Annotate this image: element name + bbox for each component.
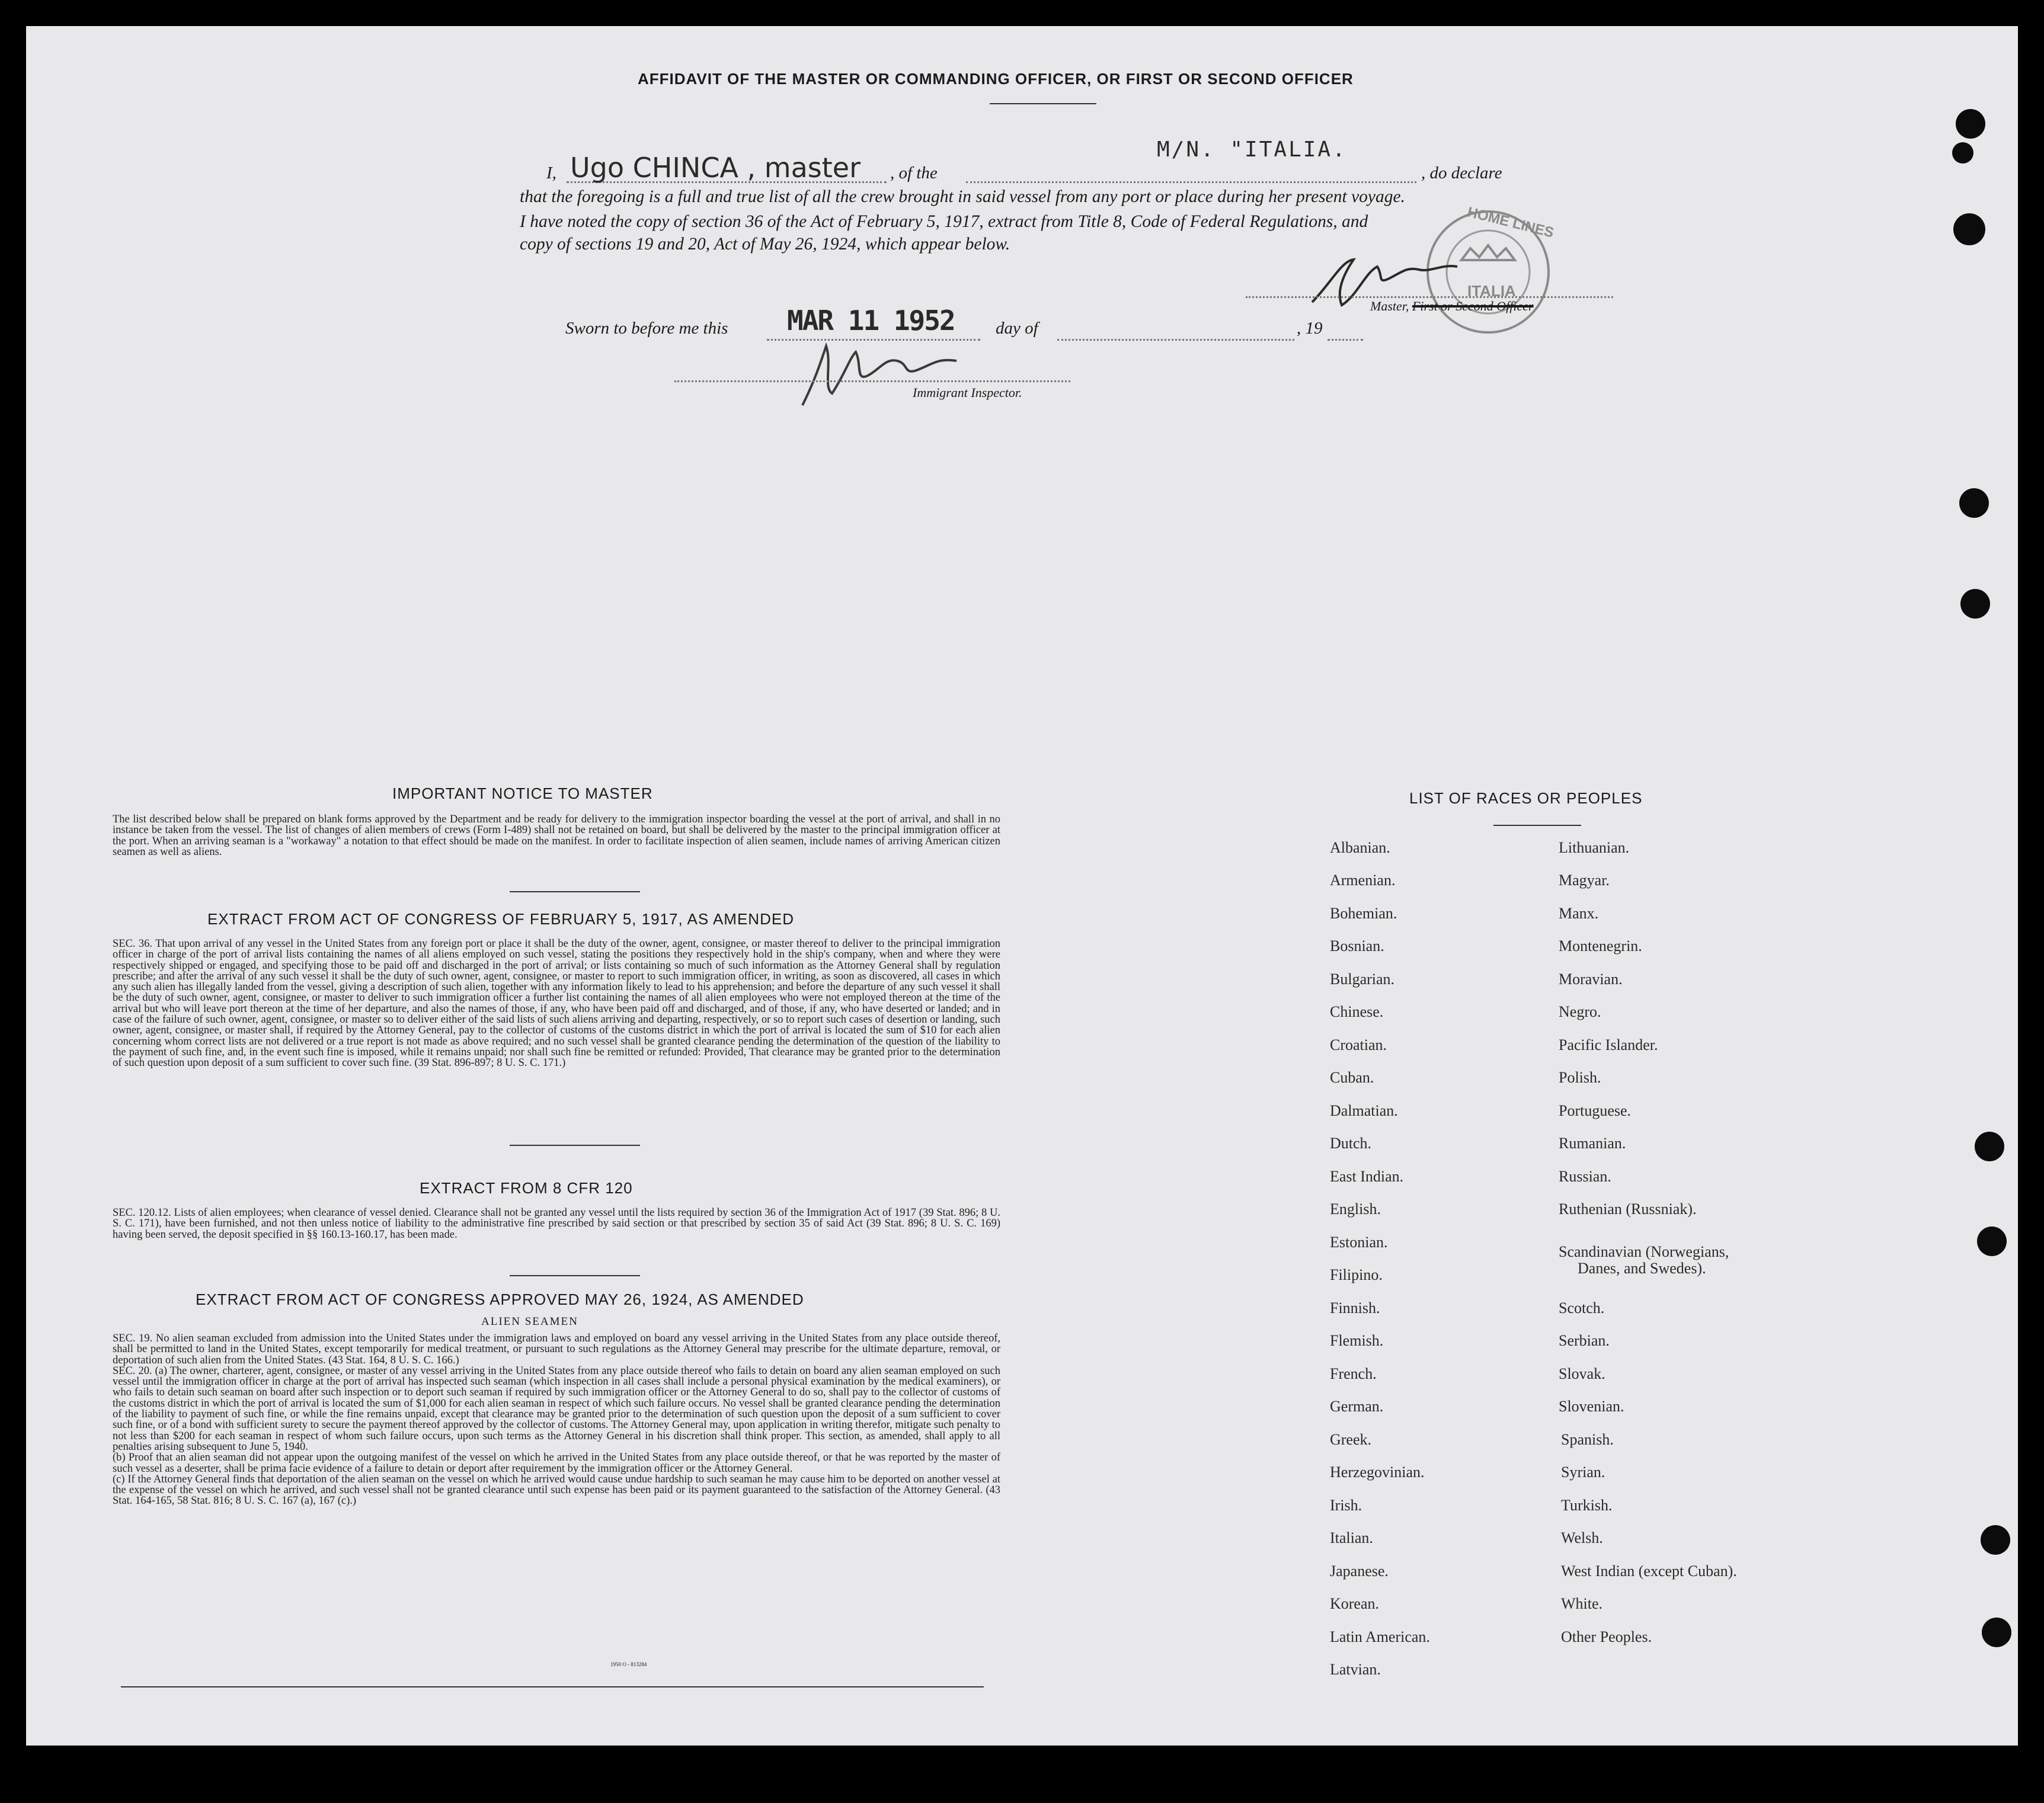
title-rule bbox=[990, 103, 1096, 104]
extract-1917-body: SEC. 36. That upon arrival of any vessel in the United States from any foreign port or place it shall be the duty of the owner, agent, consignee, or master thereof to deliver to the principal immigration officer in charge of the port of arrival lists containing the names of all aliens employed on such vessel, stating the positions they respectively hold in the ship's company, when and where they were respectively shipped or engaged, and specifying those to be paid off and discharged in the port of arrival; or lists containing so much of such information as the Attorney General shall by regulation prescribe; and after the arrival of any such vessel it shall be the duty of such owner, agent, consignee, or master to report to such immigration officer, in writing, as soon as discovered, all cases in which any such alien has illegally landed from the vessel, giving a description of such alien, together with any information likely to lead to his apprehension; and before the departure of any such vessel it shall be the duty of such owner, agent, consignee, or master to deliver to such immigration officer a further list containing the names of all alien employees who were not employed thereon at the time of the arrival but who will leave port thereon at the time of her departure, and also the names of those, if any, who have been paid off and discharged, and of those, if any, who have deserted or landed; and in case of the failure of such owner, agent, consignee, or master so to deliver either of the said lists of such aliens arriving and departing, respectively, or so to report such cases of desertion or landing, such owner, agent, consignee, or master shall, if required by the Attorney General, pay to the collector of customs of the customs district in which the port of arrival is located the sum of $10 for each alien concerning whom correct lists are not delivered or a true report is not made as above required; and no such vessel shall be granted clearance pending the determination of the question of the liability to the payment of such fine, and, in the event such fine is imposed, while it remains unpaid; nor shall such fine be remitted or refunded: Provided, That clearance may be granted prior to the determination of such question upon deposit of a sum sufficient to cover such fine. (39 Stat. 896-897; 8 U. S. C. 171.) bbox=[113, 938, 1000, 1069]
race-item: Spanish. bbox=[1561, 1431, 1614, 1448]
master-name: Ugo CHINCA , master bbox=[570, 152, 861, 184]
race-item: Slovenian. bbox=[1559, 1398, 1624, 1415]
race-item: Dalmatian. bbox=[1330, 1102, 1398, 1119]
divider bbox=[510, 1275, 640, 1276]
race-item: German. bbox=[1330, 1398, 1384, 1415]
inspector-signature-line bbox=[674, 378, 1070, 382]
race-item: West Indian (except Cuban). bbox=[1561, 1562, 1737, 1580]
race-item: Manx. bbox=[1559, 905, 1599, 922]
master-text: Master, bbox=[1370, 299, 1409, 313]
of-the-label: , of the bbox=[890, 164, 938, 182]
race-item: Bohemian. bbox=[1330, 905, 1397, 922]
year-field bbox=[1328, 337, 1363, 341]
extract-1917-title: EXTRACT FROM ACT OF CONGRESS OF FEBRUARY 5, 1917, AS AMENDED bbox=[207, 910, 794, 928]
race-item: Negro. bbox=[1559, 1003, 1601, 1020]
notice-title: IMPORTANT NOTICE TO MASTER bbox=[392, 784, 653, 802]
footer-rule bbox=[121, 1686, 984, 1687]
master-label bbox=[1370, 299, 1534, 314]
vessel-field bbox=[966, 178, 1416, 183]
declaration-line-2: that the foregoing is a full and true list of all the crew brought in said vessel from any port or place during her present voyage. bbox=[520, 187, 1405, 206]
race-item: Estonian. bbox=[1330, 1234, 1388, 1251]
extract-cfr-title: EXTRACT FROM 8 CFR 120 bbox=[420, 1179, 633, 1197]
races-title-rule bbox=[1493, 825, 1581, 826]
races-title: LIST OF RACES OR PEOPLES bbox=[1409, 789, 1643, 807]
race-item: Magyar. bbox=[1559, 872, 1610, 889]
race-item: Syrian. bbox=[1561, 1463, 1605, 1481]
punch-hole bbox=[1956, 109, 1985, 139]
alien-seamen-subtitle: ALIEN SEAMEN bbox=[481, 1315, 578, 1328]
race-item: Italian. bbox=[1330, 1529, 1373, 1546]
race-item: Flemish. bbox=[1330, 1332, 1384, 1349]
race-item: Welsh. bbox=[1561, 1529, 1603, 1546]
master-signature-line bbox=[1246, 294, 1613, 298]
vessel-name: M/N. "ITALIA. bbox=[1157, 137, 1347, 162]
race-item: Bosnian. bbox=[1330, 937, 1384, 955]
race-item: Herzegovinian. bbox=[1330, 1463, 1425, 1481]
race-item: French. bbox=[1330, 1365, 1377, 1382]
sec-20a: SEC. 20. (a) The owner, charterer, agent, consignee, or master of any vessel arriving in the United States from any place outside thereof who fails to detain on board any alien seaman employed on such vessel until the immigration officer in charge at the port of arrival has inspected such seaman (which inspection in all cases shall include a personal physical examination by the medical examiners), or who fails to detain such seaman on board after such inspection or to deport such seaman if required by such immigration officer or the Attorney General to do so, shall pay to the collector of customs of the customs district in which the port of arrival is located the sum of $1,000 for each alien seaman in respect of which such failure occurs. No vessel shall be granted clearance pending the determination of the liability to payment of such fine, or while the fine remains unpaid, except that clearance may be granted prior to the determination of such question upon the deposit of a sum sufficient to cover such fine, or of a bond with sufficient surety to secure the payment thereof approved by the collector of customs. The Attorney General may, upon application in writing therefor, mitigate such penalty to not less than $200 for each seaman in respect of whom such failure occurs, upon such terms as the Attorney General in his discretion shall think proper. This section, as amended, shall apply to all penalties arising subsequent to June 5, 1940. bbox=[113, 1365, 1000, 1453]
race-item: Japanese. bbox=[1330, 1562, 1389, 1580]
race-item: East Indian. bbox=[1330, 1168, 1404, 1185]
race-item: Korean. bbox=[1330, 1595, 1380, 1612]
affidavit-title: AFFIDAVIT OF THE MASTER OR COMMANDING OFFICER, OR FIRST OR SECOND OFFICER bbox=[638, 70, 1354, 88]
extract-1924-body bbox=[113, 1333, 1000, 1507]
race-item: Filipino. bbox=[1330, 1266, 1383, 1283]
punch-hole bbox=[1959, 488, 1989, 518]
race-item: Finnish. bbox=[1330, 1299, 1380, 1317]
extract-cfr-body: SEC. 120.12. Lists of alien employees; when clearance of vessel denied. Clearance shall not be granted any vessel until the lists required by section 36 of the Immigration Act of 1917 (39 Stat. 896; 8 U. S. C. 171), have been furnished, and not then unless notice of liability to the administrative fine prescribed by said section or that prescribed by section 35 of said Act (39 Stat. 896; 8 U. S. C. 169) having been served, the deposit specified in §§ 160.13-160.17, has been made. bbox=[113, 1207, 1000, 1241]
declaration-line-3: I have noted the copy of section 36 of the Act of February 5, 1917, extract from Title 8, Code of Federal Regulations, and bbox=[520, 212, 1368, 231]
race-item: Moravian. bbox=[1559, 971, 1623, 988]
struck-officer-text: First or Second Officer bbox=[1412, 299, 1534, 313]
punch-hole bbox=[1977, 1226, 2007, 1256]
punch-hole bbox=[1953, 213, 1985, 245]
race-item: Lithuanian. bbox=[1559, 839, 1630, 856]
day-of-field bbox=[1057, 337, 1294, 341]
divider bbox=[510, 1145, 640, 1146]
declaration-line-1 bbox=[546, 130, 1637, 184]
punch-hole bbox=[1952, 142, 1973, 164]
race-item: Greek. bbox=[1330, 1431, 1372, 1448]
race-item: Albanian. bbox=[1330, 839, 1390, 856]
race-item: Scotch. bbox=[1559, 1299, 1605, 1317]
race-item: Serbian. bbox=[1559, 1332, 1610, 1349]
punch-hole bbox=[1975, 1132, 2004, 1161]
i-label: I, bbox=[546, 164, 556, 182]
race-item: Slovak. bbox=[1559, 1365, 1605, 1382]
race-item: Armenian. bbox=[1330, 872, 1396, 889]
seal-middle-text: ITALIA bbox=[1467, 282, 1516, 300]
extract-1924-title: EXTRACT FROM ACT OF CONGRESS APPROVED MAY 26, 1924, AS AMENDED bbox=[196, 1290, 804, 1308]
race-item: White. bbox=[1561, 1595, 1603, 1612]
race-item: Other Peoples. bbox=[1561, 1628, 1652, 1645]
document-page bbox=[26, 26, 2018, 1746]
race-item: Scandinavian (Norwegians, bbox=[1559, 1243, 1729, 1260]
race-item: Danes, and Swedes). bbox=[1578, 1260, 1706, 1277]
printer-imprint: 1950 O - 813284 bbox=[610, 1661, 647, 1667]
race-item: Russian. bbox=[1559, 1168, 1611, 1185]
sec-19: SEC. 19. No alien seaman excluded from admission into the United States under the immigration laws and employed on board any vessel arriving in the United States from any place outside thereof, shall be permitted to land in the United States, except temporarily for medical treatment, or pursuant to such regulations as the Attorney General may prescribe for the ultimate departure, removal, or deportation of such alien from the United States. (43 Stat. 164, 8 U. S. C. 166.) bbox=[113, 1333, 1000, 1366]
race-item: Dutch. bbox=[1330, 1135, 1372, 1152]
notice-body: The list described below shall be prepared on blank forms approved by the Department and be ready for delivery to the immigration inspector boarding the vessel at the port of arrival, and shall in no instance be taken from the vessel. The list of changes of alien members of crews (Form I-489) shall not be retained on board, but shall be delivered by the master to the principal immigration officer at the port. When an arriving seaman is a "workaway" a notation to that effect should be made on the manifest. In order to facilitate inspection of alien seamen, include names of arriving American citizen seamen as well as aliens. bbox=[113, 814, 1000, 858]
punch-hole bbox=[1960, 589, 1990, 619]
day-of-label: day of bbox=[996, 319, 1038, 338]
race-item: Bulgarian. bbox=[1330, 971, 1395, 988]
punch-hole bbox=[1982, 1618, 2011, 1647]
seal-top-text: HOME LINES bbox=[1466, 204, 1556, 241]
inspector-label: Immigrant Inspector. bbox=[913, 385, 1022, 400]
do-declare-label: , do declare bbox=[1421, 164, 1502, 182]
race-item: Portuguese. bbox=[1559, 1102, 1632, 1119]
race-item: Polish. bbox=[1559, 1069, 1601, 1086]
race-item: English. bbox=[1330, 1200, 1381, 1218]
divider bbox=[510, 891, 640, 892]
race-item: Cuban. bbox=[1330, 1069, 1374, 1086]
race-item: Latin American. bbox=[1330, 1628, 1430, 1645]
race-item: Pacific Islander. bbox=[1559, 1036, 1658, 1053]
punch-hole bbox=[1981, 1525, 2010, 1555]
sec-20b: (b) Proof that an alien seaman did not appear upon the outgoing manifest of the vessel on which he arrived in the United States from any place outside thereof, or that he was reported by the master of such vessel as a deserter, shall be prima facie evidence of a failure to detain or deport after requirement by the immigration officer or the Attorney General. bbox=[113, 1452, 1000, 1475]
race-item: Croatian. bbox=[1330, 1036, 1387, 1053]
race-item: Rumanian. bbox=[1559, 1135, 1626, 1152]
date-stamp: MAR 11 1952 bbox=[787, 305, 955, 337]
race-item: Irish. bbox=[1330, 1497, 1362, 1514]
race-item: Chinese. bbox=[1330, 1003, 1384, 1020]
sworn-label: Sworn to before me this bbox=[565, 319, 728, 338]
year-label: , 19 bbox=[1297, 319, 1323, 338]
sec-20c: (c) If the Attorney General finds that deportation of the alien seaman on the vessel on which he arrived would cause undue hardship to such seaman he may cause him to be deported on another vessel at the expense of the vessel on which he arrived, and such vessel shall not be granted clearance until such expense has been paid or its payment guaranteed to the satisfaction of the Attorney General. (43 Stat. 164-165, 58 Stat. 816; 8 U. S. C. 167 (a), 167 (c).) bbox=[113, 1473, 1000, 1507]
declaration-line-4: copy of sections 19 and 20, Act of May 26, 1924, which appear below. bbox=[520, 235, 1010, 254]
race-item: Ruthenian (Russniak). bbox=[1559, 1200, 1697, 1218]
race-item: Turkish. bbox=[1561, 1497, 1613, 1514]
race-item: Latvian. bbox=[1330, 1661, 1381, 1678]
race-item: Montenegrin. bbox=[1559, 937, 1642, 955]
